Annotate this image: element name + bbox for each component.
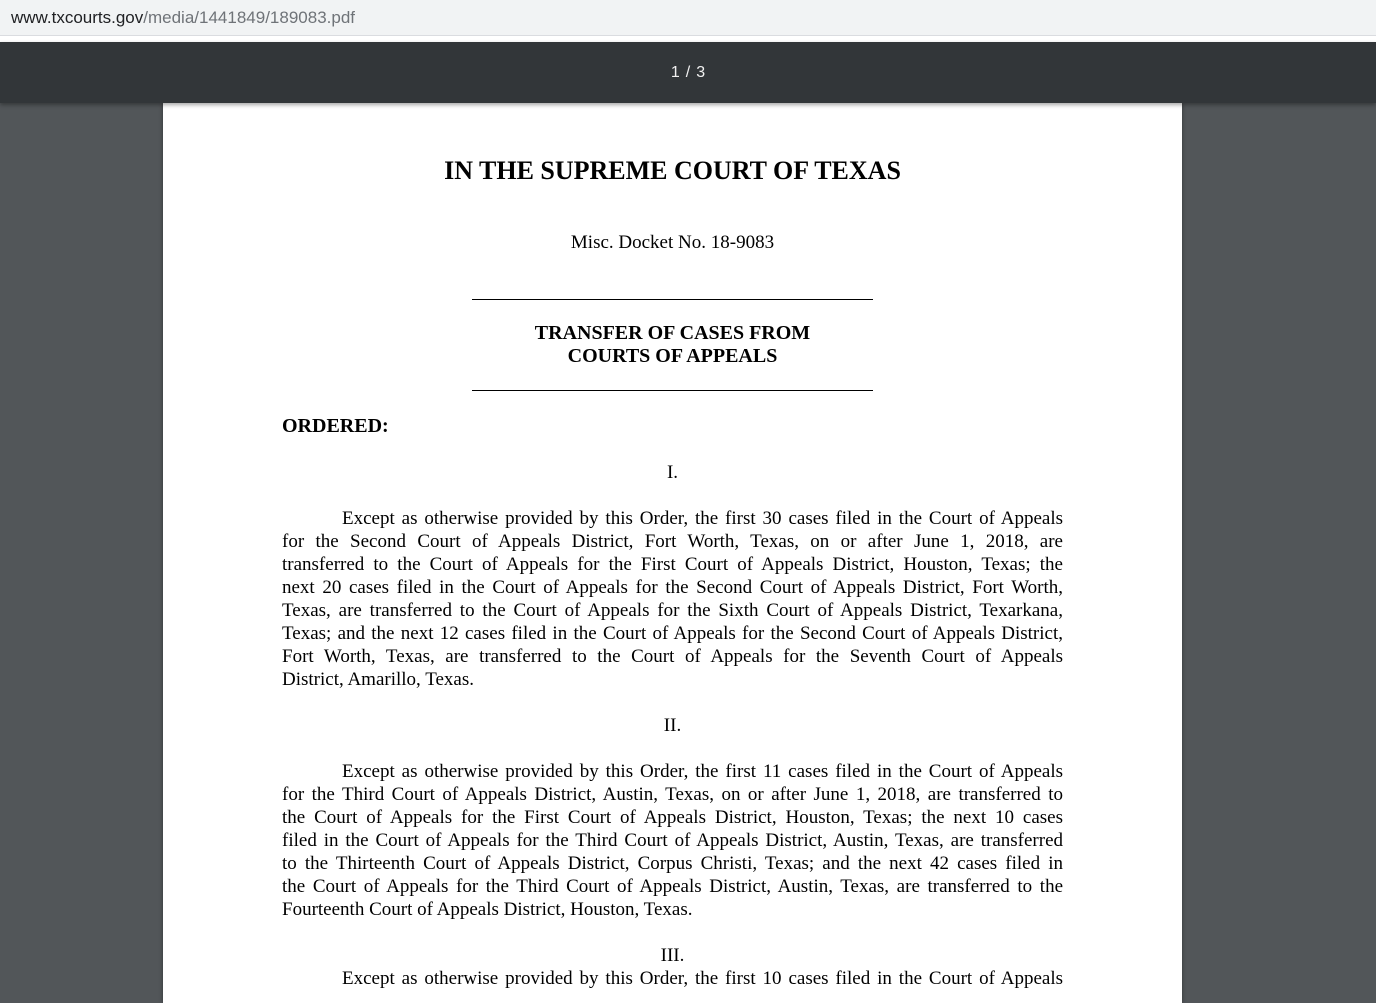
paragraph-line: for the Second Court of Appeals District, Fort Worth, Texas, on or after June 1, 2018, are [282,531,1063,552]
divider-line-top [472,299,873,300]
divider-line-bottom [472,390,873,391]
subtitle-line: TRANSFER OF CASES FROM [534,322,811,344]
url-path: /media/1441849/189083.pdf [143,8,356,27]
docket-number: Misc. Docket No. 18-9083 [570,232,775,253]
subtitle-line: COURTS OF APPEALS [567,345,778,367]
paragraph-line: District, Amarillo, Texas. [282,669,474,690]
paragraph-line: for the Third Court of Appeals District, Austin, Texas, on or after June 1, 2018, are transferred to [282,784,1063,805]
pdf-page [163,103,1182,1003]
current-page-number[interactable]: 1 [670,64,680,81]
paragraph-line: Texas, are transferred to the Court of Appeals for the Sixth Court of Appeals District, Texarkana, [282,600,1063,621]
paragraph-line: filed in the Court of Appeals for the Third Court of Appeals District, Austin, Texas, are transferred [282,830,1063,851]
paragraph-line: Except as otherwise provided by this Order, the first 10 cases filed in the Court of Appeals [342,968,1063,989]
paragraph-line: Texas; and the next 12 cases filed in the Court of Appeals for the Second Court of Appeals District, [282,623,1063,644]
section-number: I. [666,462,679,483]
page-indicator [0,63,1376,83]
section-number: III. [660,945,685,966]
page-separator: / [685,64,691,81]
paragraph-line: Fourteenth Court of Appeals District, Houston, Texas. [282,899,693,920]
section-paragraph [282,507,1063,691]
paragraph-line: Fort Worth, Texas, are transferred to the Court of Appeals for the Seventh Court of Appeals [282,646,1063,667]
document-title: IN THE SUPREME COURT OF TEXAS [444,156,901,185]
url-host: www.txcourts.gov [11,8,144,27]
paragraph-line: Except as otherwise provided by this Order, the first 30 cases filed in the Court of Appeals [342,508,1063,529]
paragraph-line: next 20 cases filed in the Court of Appeals for the Second Court of Appeals District, Fort Worth, [282,577,1063,598]
section-paragraph [282,967,1063,990]
paragraph-line: Except as otherwise provided by this Order, the first 11 cases filed in the Court of Appeals [342,761,1063,782]
section-number: II. [663,715,682,736]
document-subtitle [163,322,1182,368]
paragraph-line: the Court of Appeals for the First Court of Appeals District, Houston, Texas; the next 10 cases [282,807,1063,828]
ordered-heading: ORDERED: [282,415,389,437]
address-bar[interactable] [0,0,1376,36]
pdf-viewer-area[interactable] [0,103,1376,989]
paragraph-line: the Court of Appeals for the Third Court of Appeals District, Austin, Texas, are transferred to the [282,876,1063,897]
section-paragraph [282,760,1063,921]
total-pages: 3 [696,64,706,81]
url-text[interactable] [11,7,355,29]
paragraph-line: transferred to the Court of Appeals for the First Court of Appeals District, Houston, Texas; the [282,554,1063,575]
pdf-viewer-toolbar [0,42,1376,103]
paragraph-line: to the Thirteenth Court of Appeals District, Corpus Christi, Texas; and the next 42 cases filed in [282,853,1063,874]
